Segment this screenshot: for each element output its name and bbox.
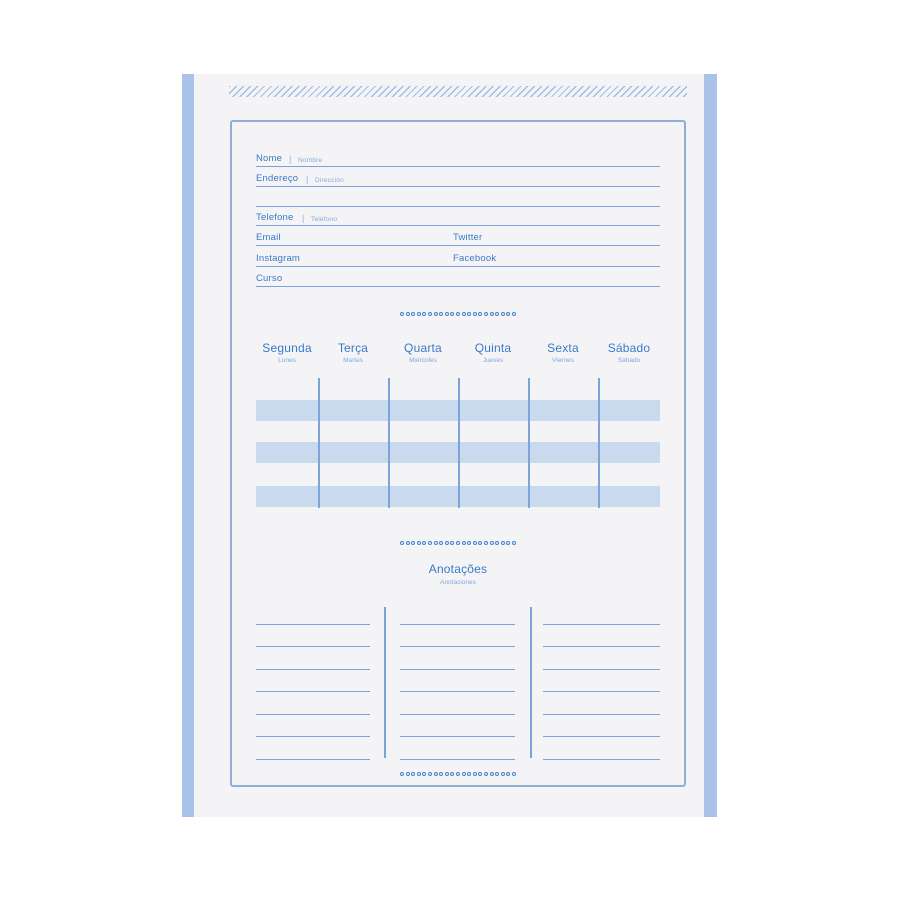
column-divider — [388, 378, 390, 508]
day-header-quinta — [458, 341, 528, 364]
field-sublabel: Teléfono — [311, 215, 338, 223]
day-name: Segunda — [262, 341, 312, 355]
form-row-endereco — [256, 171, 660, 187]
planner-page — [182, 74, 717, 817]
day-subname: Miércoles — [409, 357, 437, 364]
hatch-divider — [229, 86, 687, 97]
form-row-email-twitter — [256, 230, 660, 246]
notes-column — [543, 602, 660, 760]
right-binding-stripe — [704, 74, 717, 817]
dotted-separator — [232, 541, 684, 545]
field-sublabel: Dirección — [315, 176, 344, 184]
notes-column — [256, 602, 370, 760]
day-name: Terça — [337, 341, 369, 355]
content-frame — [230, 120, 686, 787]
field-label-email: Email — [256, 232, 281, 243]
day-name: Quinta — [474, 341, 512, 355]
dotted-separator — [232, 312, 684, 316]
form-row-endereco-line2 — [256, 201, 660, 207]
day-subname: Jueves — [482, 357, 504, 364]
field-label-curso: Curso — [256, 273, 283, 284]
day-subname: Sábado — [617, 357, 641, 364]
column-divider — [528, 378, 530, 508]
notes-subtitle: Anotaciones — [440, 579, 476, 586]
field-label: Endereço — [256, 173, 299, 184]
day-header-sexta — [528, 341, 598, 364]
notes-title: Anotações — [428, 562, 488, 576]
notes-column-divider — [384, 607, 386, 758]
day-name: Quarta — [404, 341, 442, 355]
field-label-facebook: Facebook — [453, 253, 497, 264]
label-separator: | — [302, 213, 305, 223]
field-label-twitter: Twitter — [453, 232, 483, 243]
day-header-quarta — [388, 341, 458, 364]
label-separator: | — [306, 174, 309, 184]
day-name: Sábado — [607, 341, 651, 355]
notes-column — [400, 602, 515, 760]
day-subname: Lunes — [278, 357, 296, 364]
form-row-curso — [256, 271, 660, 287]
form-row-telefone — [256, 210, 660, 226]
label-separator: | — [289, 154, 292, 164]
left-binding-stripe — [182, 74, 194, 817]
field-sublabel: Nombre — [298, 156, 323, 164]
column-divider — [458, 378, 460, 508]
day-subname: Martes — [343, 357, 363, 364]
day-header-terca — [318, 341, 388, 364]
day-header-segunda — [256, 341, 318, 364]
field-label-instagram: Instagram — [256, 253, 301, 264]
day-subname: Viernes — [552, 357, 574, 364]
dotted-separator — [232, 772, 684, 776]
field-label: Nome — [256, 153, 283, 164]
week-schedule-grid — [256, 378, 660, 508]
day-name: Sexta — [547, 341, 579, 355]
column-divider — [598, 378, 600, 508]
notes-column-divider — [530, 607, 532, 758]
column-divider — [318, 378, 320, 508]
day-header-sabado — [598, 341, 660, 364]
week-header — [256, 341, 660, 364]
form-row-instagram-facebook — [256, 251, 660, 267]
field-label: Telefone — [256, 212, 294, 223]
form-row-nome — [256, 151, 660, 167]
